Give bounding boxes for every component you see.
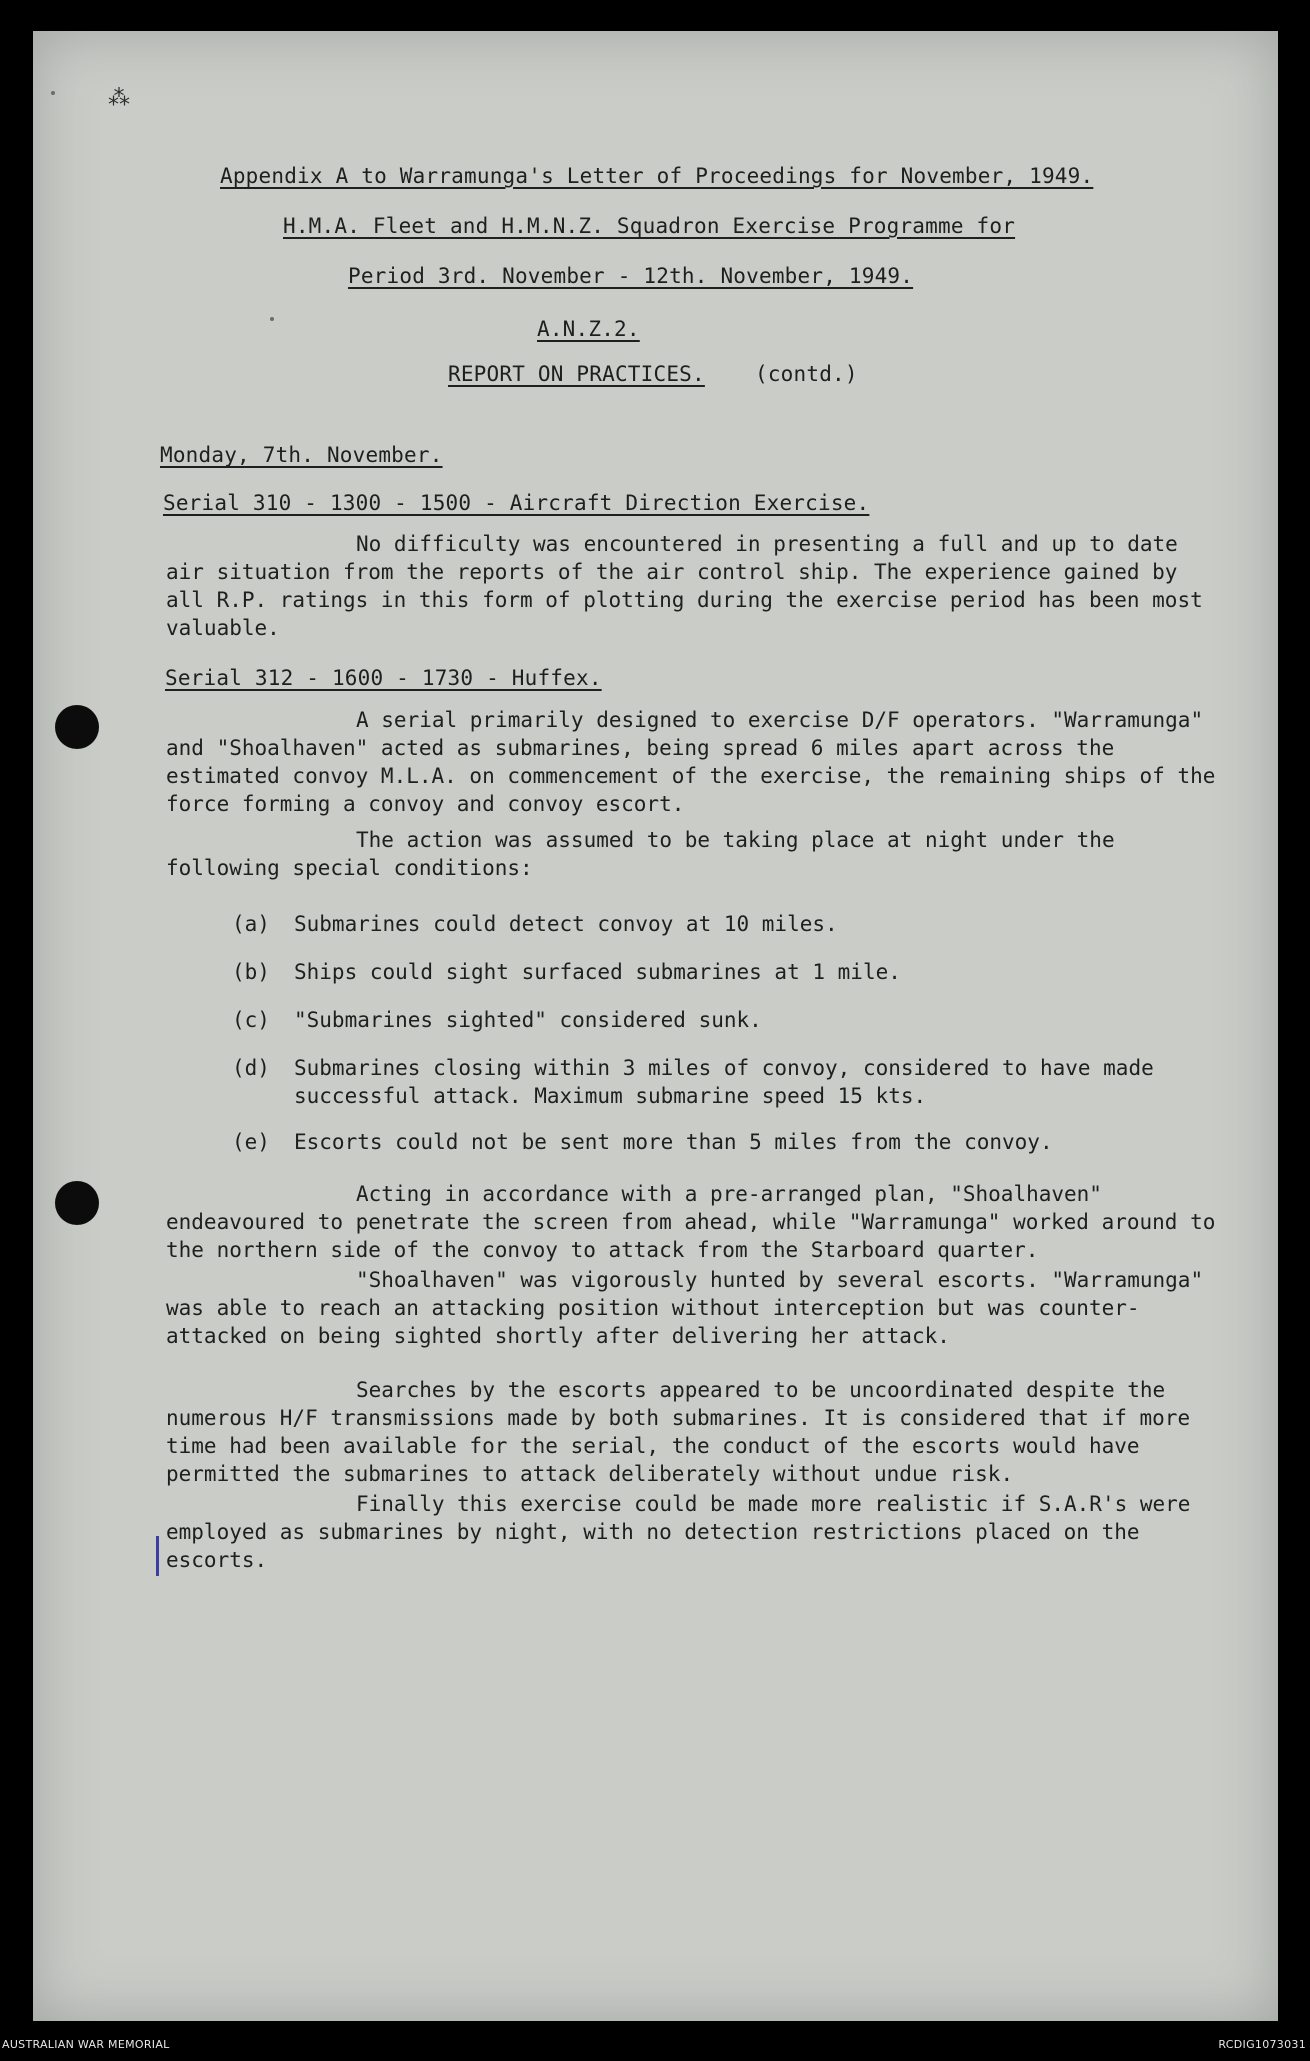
condition-label: (a) — [232, 912, 270, 936]
serial-312-paragraph-1 — [166, 706, 1216, 818]
condition-text: Ships could sight surfaced submarines at 1 mile. — [294, 960, 901, 984]
paragraph-text: Searches by the escorts appeared to be uncoordinated despite the numerous H/F transmissions made by both submarines. It is considered that if more time had been available for the serial, the conduct of the escorts would have permitted the submarines to attack deliberately without undue risk. — [166, 1378, 1191, 1486]
paragraph-text: "Shoalhaven" was vigorously hunted by several escorts. "Warramunga" was able to reach an attacking position without interception but was counter-attacked on being sighted shortly after delivering her attack. — [166, 1268, 1204, 1348]
day-heading: Monday, 7th. November. — [160, 443, 443, 467]
serial-312-paragraph-2 — [166, 826, 1216, 882]
speck — [51, 91, 55, 95]
serial-310-text: No difficulty was encountered in presenting a full and up to date air situation from the reports of the air control ship. The experience gained by all R.P. ratings in this form of plotting during the exercise period has been most valuable. — [166, 532, 1203, 640]
report-title: REPORT ON PRACTICES. — [448, 362, 705, 386]
serial-312-paragraph-5 — [166, 1376, 1216, 1488]
condition-text: "Submarines sighted" considered sunk. — [294, 1008, 762, 1032]
header-code-line: A.N.Z.2. — [537, 317, 640, 341]
condition-label: (c) — [232, 1008, 270, 1032]
condition-label: (d) — [232, 1056, 270, 1080]
header-appendix-line: Appendix A to Warramunga's Letter of Proceedings for November, 1949. — [220, 164, 1094, 188]
serial-312-paragraph-4 — [166, 1266, 1216, 1350]
footer-archive-name: AUSTRALIAN WAR MEMORIAL — [2, 2038, 170, 2051]
punch-hole-bottom — [55, 1181, 99, 1225]
header-programme-line: H.M.A. Fleet and H.M.N.Z. Squadron Exercise Programme for — [283, 214, 1016, 238]
header-period-line: Period 3rd. November - 12th. November, 1949. — [348, 264, 914, 288]
condition-text: Submarines closing within 3 miles of convoy, considered to have made successful attack. Maximum submarine speed 15 kts. — [294, 1056, 1154, 1108]
paragraph-text: Acting in accordance with a pre-arranged plan, "Shoalhaven" endeavoured to penetrate the screen from ahead, while "Warramunga" worked around to the northern side of the convoy to attack from the Starboard quarter. — [166, 1182, 1216, 1262]
condition-text: Submarines could detect convoy at 10 miles. — [294, 912, 838, 936]
margin-pen-mark — [156, 1536, 159, 1576]
paragraph-text: A serial primarily designed to exercise D/F operators. "Warramunga" and "Shoalhaven" acted as submarines, being spread 6 miles apart across the estimated convoy M.L.A. on commencement of the exercise, the remaining ships of the force forming a convoy and convoy escort. — [166, 708, 1216, 816]
paragraph-text: The action was assumed to be taking place at night under the following special conditions: — [166, 828, 1115, 880]
condition-label: (b) — [232, 960, 270, 984]
paragraph-text: Finally this exercise could be made more realistic if S.A.R's were employed as submarines by night, with no detection restrictions placed on the escorts. — [166, 1492, 1191, 1572]
serial-312-paragraph-3 — [166, 1180, 1216, 1264]
serial-310-heading: Serial 310 - 1300 - 1500 - Aircraft Direction Exercise. — [163, 491, 870, 515]
ink-blot-mark: ⁂ — [108, 86, 130, 111]
condition-text: Escorts could not be sent more than 5 miles from the convoy. — [294, 1130, 1053, 1154]
serial-312-heading: Serial 312 - 1600 - 1730 - Huffex. — [165, 666, 602, 690]
report-contd: (contd.) — [755, 362, 858, 386]
serial-312-paragraph-6 — [166, 1490, 1216, 1574]
serial-310-body — [166, 530, 1216, 642]
condition-label: (e) — [232, 1130, 270, 1154]
punch-hole-top — [55, 705, 99, 749]
speck — [270, 317, 274, 321]
footer-record-id: RCDIG1073031 — [1218, 2038, 1306, 2051]
